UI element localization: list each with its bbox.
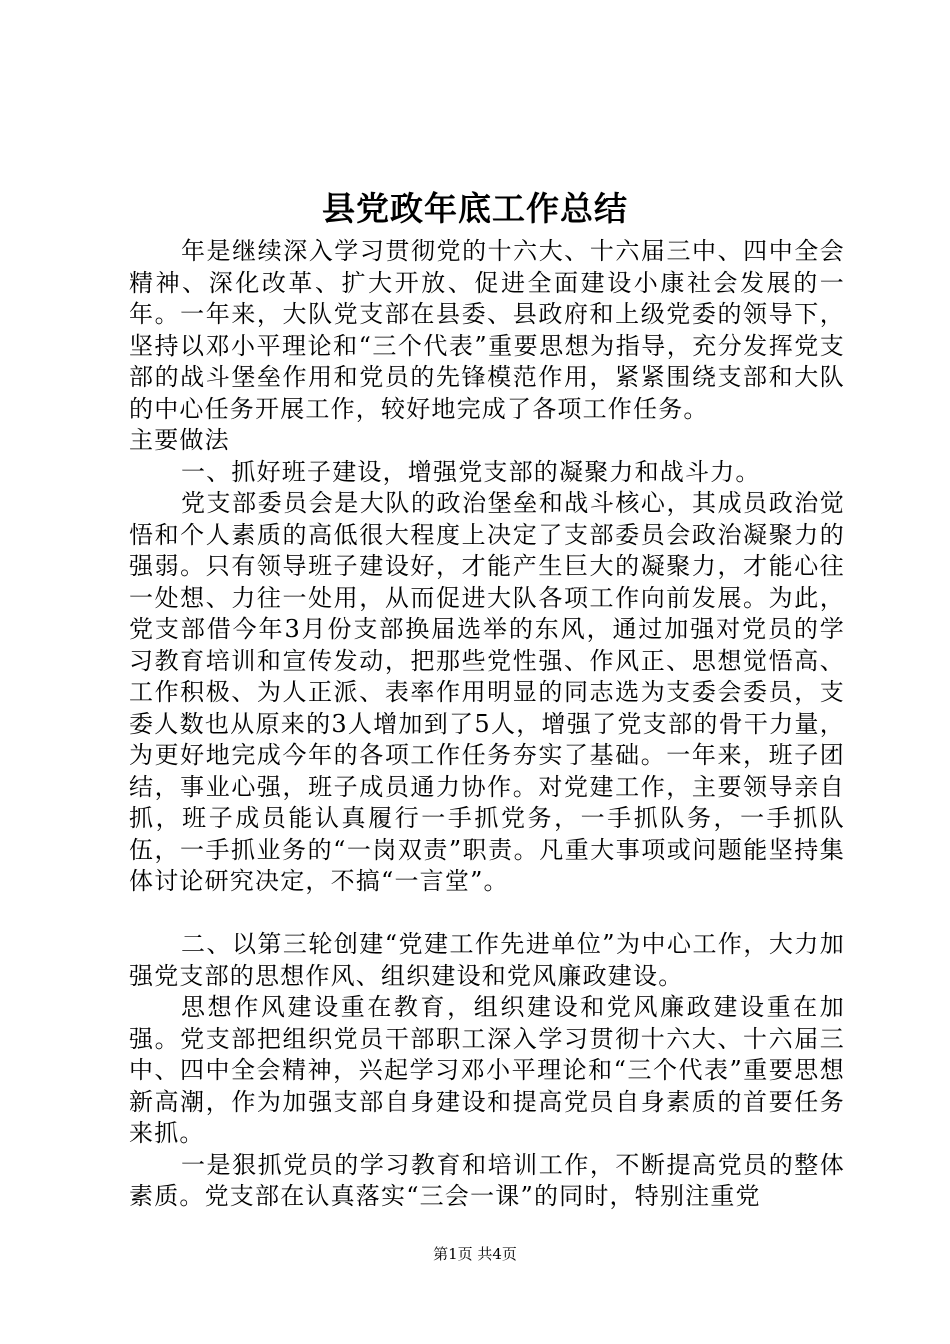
- section-heading-2: 二、以第三轮创建“党建工作先进单位”为中心工作，大力加强党支部的思想作风、组织建设和党风廉政建设。: [129, 930, 845, 990]
- page-footer: 第1页 共4页: [433, 1245, 517, 1263]
- paragraph-section-2: 思想作风建设重在教育，组织建设和党风廉政建设重在加强。党支部把组织党员干部职工深入学习贯彻十六大、十六届三中、四中全会精神，兴起学习邓小平理论和“三个代表”重要思想新高潮，作为加强支部自身建设和提高党员自身素质的首要任务来抓。: [129, 993, 845, 1147]
- document-body: [129, 236, 845, 1213]
- document-title: 县党政年底工作总结: [322, 189, 628, 228]
- paragraph-section-2-point-1: 一是狠抓党员的学习教育和培训工作，不断提高党员的整体素质。党支部在认真落实“三会一课”的同时，特别注重党: [129, 1150, 845, 1210]
- section-heading-1: 一、抓好班子建设，增强党支部的凝聚力和战斗力。: [181, 457, 761, 486]
- paragraph-intro: 年是继续深入学习贯彻党的十六大、十六届三中、四中全会精神、深化改革、扩大开放、促进全面建设小康社会发展的一年。一年来，大队党支部在县委、县政府和上级党委的领导下，坚持以邓小平理论和“三个代表”重要思想为指导，充分发挥党支部的战斗堡垒作用和党员的先锋模范作用，紧紧围绕支部和大队的中心任务开展工作，较好地完成了各项工作任务。: [129, 237, 845, 423]
- paragraph-section-1: 党支部委员会是大队的政治堡垒和战斗核心，其成员政治觉悟和个人素质的高低很大程度上决定了支部委员会政治凝聚力的强弱。只有领导班子建设好，才能产生巨大的凝聚力，才能心往一处想、力往一处用，从而促进大队各项工作向前发展。为此，党支部借今年3月份支部换届选举的东风，通过加强对党员的学习教育培训和宣传发动，把那些党性强、作风正、思想觉悟高、工作积极、为人正派、表率作用明显的同志选为支委会委员，支委人数也从原来的3人增加到了5人，增强了党支部的骨干力量，为更好地完成今年的各项工作任务夯实了基础。一年来，班子团结，事业心强，班子成员通力协作。对党建工作，主要领导亲自抓，班子成员能认真履行一手抓党务，一手抓队务，一手抓队伍，一手抓业务的“一岗双责”职责。凡重大事项或问题能坚持集体讨论研究决定，不搞“一言堂”。: [129, 489, 845, 895]
- paragraph-main-methods: 主要做法: [129, 426, 230, 454]
- blank-line: [129, 898, 845, 930]
